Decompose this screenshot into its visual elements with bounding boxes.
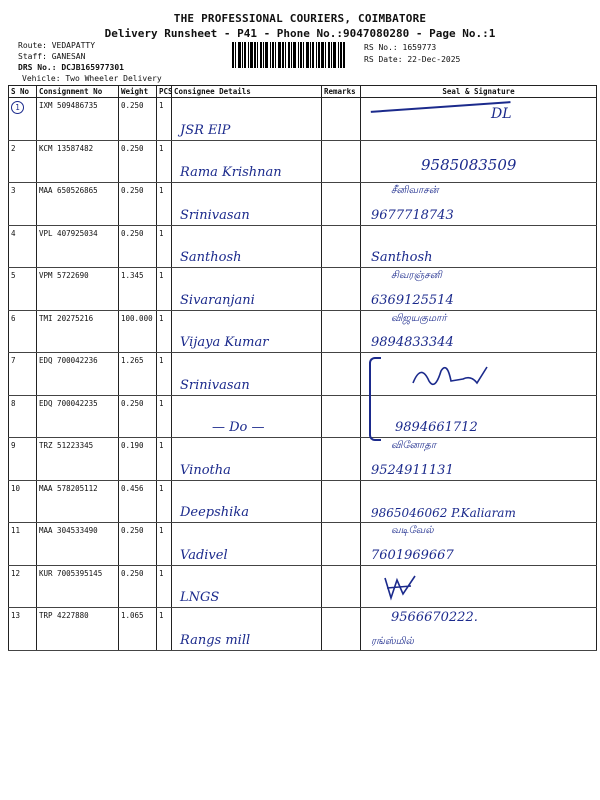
signature-scribble	[411, 361, 491, 391]
rs-date: RS Date: 22-Dec-2025	[364, 55, 461, 64]
vehicle-label: Vehicle: Two Wheeler Delivery	[22, 74, 162, 83]
table-row	[9, 480, 597, 523]
consignee-handwriting: Deepshika	[180, 505, 249, 520]
table-row	[9, 310, 597, 353]
remarks-cell	[322, 523, 361, 566]
signature-cell	[361, 353, 597, 396]
consignment-cell: MAA 304533490	[37, 523, 119, 566]
signature-handwriting: 6369125514	[371, 292, 454, 308]
pcs-cell: 1	[157, 438, 172, 481]
pcs-cell: 1	[157, 225, 172, 268]
weight-cell: 0.456	[119, 480, 157, 523]
sno-cell: 3	[9, 183, 37, 226]
pcs-cell: 1	[157, 140, 172, 183]
signature-handwriting: 9566670222.	[391, 610, 478, 625]
signature-handwriting: DL	[491, 105, 512, 122]
signature-handwriting: 9894833344	[371, 335, 454, 350]
pcs-cell: 1	[157, 480, 172, 523]
signature-scribble	[381, 572, 421, 602]
consignment-cell: IXM 509486735	[37, 98, 119, 141]
weight-cell: 1.265	[119, 353, 157, 396]
col-pcs: PCS	[157, 86, 172, 98]
weight-cell: 0.250	[119, 225, 157, 268]
sno-cell: 2	[9, 140, 37, 183]
table-row	[9, 140, 597, 183]
signature-handwriting: 9894661712	[395, 420, 478, 435]
table-row	[9, 608, 597, 651]
consignee-cell	[172, 608, 322, 651]
remarks-cell	[322, 565, 361, 608]
remarks-cell	[322, 608, 361, 651]
consignee-cell	[172, 183, 322, 226]
signature-cell	[361, 523, 597, 566]
consignee-handwriting: — Do —	[212, 420, 265, 435]
consignee-handwriting: Sivaranjani	[180, 292, 255, 308]
signature-tamil-name: வடிவேல்	[391, 525, 434, 536]
consignee-handwriting: LNGS	[180, 590, 220, 605]
consignee-handwriting: Srinivasan	[180, 207, 250, 223]
signature-handwriting: 9524911131	[371, 462, 454, 478]
col-sno: S No	[9, 86, 37, 98]
consignee-handwriting: JSR ElP	[180, 122, 231, 138]
signature-cell	[361, 480, 597, 523]
pcs-cell: 1	[157, 608, 172, 651]
col-remarks: Remarks	[322, 86, 361, 98]
sno-cell: 10	[9, 480, 37, 523]
signature-cell	[361, 395, 597, 438]
barcode	[232, 42, 358, 68]
remarks-cell	[322, 225, 361, 268]
table-row	[9, 268, 597, 311]
weight-cell: 0.250	[119, 395, 157, 438]
staff-label: Staff: GANESAN	[18, 52, 86, 61]
weight-cell: 0.250	[119, 183, 157, 226]
remarks-cell	[322, 438, 361, 481]
signature-cell	[361, 140, 597, 183]
weight-cell: 100.000	[119, 310, 157, 353]
signature-cell	[361, 225, 597, 268]
remarks-cell	[322, 140, 361, 183]
consignee-cell	[172, 140, 322, 183]
signature-handwriting: 9677718743	[371, 207, 454, 223]
sno-cell: 6	[9, 310, 37, 353]
pcs-cell: 1	[157, 395, 172, 438]
sno-cell: 4	[9, 225, 37, 268]
signature-cell	[361, 98, 597, 141]
pcs-cell: 1	[157, 98, 172, 141]
col-consignment-no: Consignment No	[37, 86, 119, 98]
signature-tamil-name: ரங்ஸ்மில்	[371, 635, 414, 647]
consignment-cell: TMI 20275216	[37, 310, 119, 353]
consignment-cell: VPM 5722690	[37, 268, 119, 311]
consignee-handwriting: Vadivel	[180, 547, 228, 563]
signature-handwriting: 9865046062 P.Kaliaram	[371, 506, 516, 520]
consignee-cell	[172, 565, 322, 608]
consignee-cell	[172, 395, 322, 438]
table-row	[9, 395, 597, 438]
consignee-cell	[172, 310, 322, 353]
table-row	[9, 438, 597, 481]
weight-cell: 0.250	[119, 523, 157, 566]
consignee-handwriting: Rangs mill	[180, 632, 251, 648]
remarks-cell	[322, 395, 361, 438]
weight-cell: 0.190	[119, 438, 157, 481]
signature-cell	[361, 183, 597, 226]
col-weight: Weight	[119, 86, 157, 98]
signature-tamil-name: வினோதா	[391, 440, 437, 451]
remarks-cell	[322, 98, 361, 141]
weight-cell: 0.250	[119, 140, 157, 183]
consignee-cell	[172, 353, 322, 396]
signature-handwriting: 9585083509	[421, 156, 517, 174]
route-label: Route: VEDAPATTY	[18, 41, 96, 50]
weight-cell: 1.065	[119, 608, 157, 651]
consignment-cell: VPL 407925034	[37, 225, 119, 268]
sno-cell: 12	[9, 565, 37, 608]
remarks-cell	[322, 480, 361, 523]
sno-cell	[9, 98, 37, 141]
consignee-handwriting: Santhosh	[180, 250, 242, 265]
consignee-handwriting: Rama Krishnan	[180, 165, 282, 180]
consignee-handwriting: Vinotha	[180, 462, 231, 478]
signature-cell	[361, 310, 597, 353]
remarks-cell	[322, 268, 361, 311]
table-row	[9, 523, 597, 566]
col-seal-signature: Seal & Signature	[361, 86, 597, 98]
pcs-cell: 1	[157, 353, 172, 396]
pcs-cell: 1	[157, 523, 172, 566]
signature-cell	[361, 268, 597, 311]
remarks-cell	[322, 310, 361, 353]
consignment-cell: EDQ 700042236	[37, 353, 119, 396]
consignment-cell: MAA 578205112	[37, 480, 119, 523]
sno-cell: 8	[9, 395, 37, 438]
consignee-cell	[172, 225, 322, 268]
consignee-cell	[172, 98, 322, 141]
consignment-cell: TRP 4227880	[37, 608, 119, 651]
signature-tamil-name: சீனிவாசன்	[391, 185, 439, 196]
drs-number: DRS No.: DCJB165977301	[18, 63, 124, 72]
sno-cell: 13	[9, 608, 37, 651]
weight-cell: 1.345	[119, 268, 157, 311]
runsheet-table	[8, 85, 597, 651]
signature-handwriting: 7601969667	[371, 547, 454, 563]
pcs-cell: 1	[157, 268, 172, 311]
consignee-cell	[172, 523, 322, 566]
table-row	[9, 225, 597, 268]
signature-tamil-name: சிவரஞ்சனி	[391, 270, 442, 281]
consignee-cell	[172, 480, 322, 523]
sno-cell: 7	[9, 353, 37, 396]
signature-tamil-name: விஜயகுமார்	[391, 312, 447, 324]
rs-number: RS No.: 1659773	[364, 43, 437, 52]
sno-cell: 5	[9, 268, 37, 311]
consignment-cell: EDQ 700042235	[37, 395, 119, 438]
consignment-cell: MAA 650526865	[37, 183, 119, 226]
consignment-cell: TRZ 51223345	[37, 438, 119, 481]
sno-cell: 11	[9, 523, 37, 566]
pcs-cell: 1	[157, 310, 172, 353]
pcs-cell: 1	[157, 183, 172, 226]
consignee-handwriting: Srinivasan	[180, 377, 250, 393]
sno-circled: 1	[11, 101, 24, 114]
weight-cell: 0.250	[119, 98, 157, 141]
table-header-row	[9, 86, 597, 98]
consignee-handwriting: Vijaya Kumar	[180, 335, 269, 350]
consignment-cell: KCM 13587482	[37, 140, 119, 183]
signature-cell	[361, 565, 597, 608]
remarks-cell	[322, 353, 361, 396]
consignee-cell	[172, 438, 322, 481]
table-row	[9, 353, 597, 396]
signature-cell	[361, 438, 597, 481]
table-row	[9, 98, 597, 141]
remarks-cell	[322, 183, 361, 226]
document-title: THE PROFESSIONAL COURIERS, COIMBATORE	[173, 12, 427, 25]
runsheet-subtitle: Delivery Runsheet - P41 - Phone No.:9047080280 - Page No.:1	[104, 27, 496, 40]
table-row	[9, 565, 597, 608]
col-consignee-details: Consignee Details	[172, 86, 322, 98]
consignee-cell	[172, 268, 322, 311]
pcs-cell: 1	[157, 565, 172, 608]
sno-cell: 9	[9, 438, 37, 481]
consignment-cell: KUR 7005395145	[37, 565, 119, 608]
weight-cell: 0.250	[119, 565, 157, 608]
table-row	[9, 183, 597, 226]
signature-handwriting: Santhosh	[371, 250, 433, 265]
signature-cell	[361, 608, 597, 651]
